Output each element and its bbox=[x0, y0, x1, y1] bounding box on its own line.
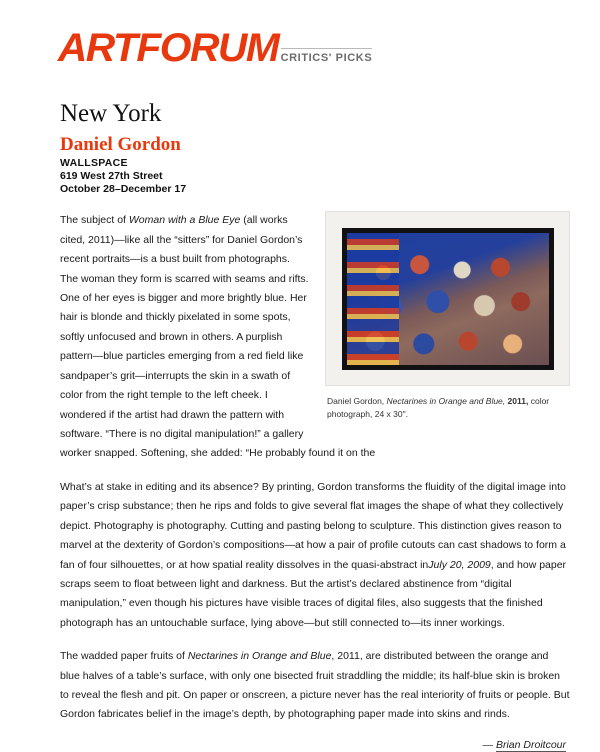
p2-work-title: July 20, 2009 bbox=[428, 558, 491, 571]
artwork-figure bbox=[325, 211, 570, 420]
p3-part-a: The wadded paper fruits of bbox=[60, 650, 188, 663]
artwork-frame[interactable] bbox=[325, 211, 570, 386]
artwork-caption bbox=[325, 395, 570, 420]
venue-name: WALLSPACE bbox=[60, 157, 128, 170]
p1-artist-link[interactable]: Daniel Gordon bbox=[227, 233, 296, 246]
article-body bbox=[60, 211, 570, 751]
byline-name[interactable]: Brian Droitcour bbox=[495, 738, 566, 751]
p1-work-title: Woman with a Blue Eye bbox=[128, 214, 241, 227]
p1-part-b: (all works cited, 2011)—like all the “sitters” for bbox=[60, 214, 288, 246]
p2-part-a: What’s at stake in editing and its absence? By printing, Gordon transforms the fluidity of the digital image into paper’s crisp substance; then he rips and folds to give several flat images the shape of what they collectively depict. Photography is photography. Cutting and pasting belong to sculpture. This distinction gives reason to marvel at the dexterity of Gordon’s compositions—at how a pair of profile cutouts can cast shadows to form a fan of four silhouettes, or at how spatial reality dissolves in the quasi-abstract in bbox=[60, 480, 566, 571]
artwork-image[interactable] bbox=[342, 228, 554, 370]
masthead bbox=[57, 26, 570, 70]
p1-part-a: The subject of bbox=[60, 214, 129, 227]
caption-title: Nectarines in Orange and Blue, bbox=[386, 396, 506, 407]
paragraph-2 bbox=[60, 478, 570, 633]
p2-part-b: , and how paper scraps seem to float between light and darkness. But the artist’s declared abstinence from “digital manipulation,” even though his pictures have visible traces of digital files, also suggests that the finished photograph has an untouchable surface, lying above—but still connected to—its inner workings. bbox=[60, 558, 567, 629]
caption-artist: Daniel Gordon, bbox=[327, 396, 385, 407]
page-title-city: New York bbox=[60, 100, 162, 127]
caption-year: 2011, bbox=[507, 396, 529, 407]
paragraph-3 bbox=[60, 647, 570, 725]
caption-details: color photograph, 24 x 30". bbox=[327, 396, 550, 419]
section-label: CRITICS' PICKS bbox=[281, 48, 373, 64]
artwork-image-stripes bbox=[347, 233, 400, 365]
artforum-logo[interactable]: ARTFORUM bbox=[57, 26, 279, 70]
p3-part-b: , 2011, are distributed between the orange and blue halves of a table’s surface, with only one bisected fruit straddling the middle; its half-blue skin is broken to reveal the flesh and pit. On paper or onscreen, a picture never has the real interiority of fruits or people. But Gordon fabricates belief in the image’s depth, by photographing paper made into skins and rinds. bbox=[60, 650, 570, 721]
exhibition-dates: October 28–December 17 bbox=[60, 183, 187, 196]
byline-dash: — bbox=[482, 738, 496, 751]
author-byline bbox=[60, 739, 570, 751]
venue-address: 619 West 27th Street bbox=[60, 170, 163, 183]
p3-work-title: Nectarines in Orange and Blue bbox=[187, 650, 332, 663]
artist-name-link[interactable]: Daniel Gordon bbox=[60, 133, 181, 155]
p1-part-c: ’s recent portraits—is a bust built from photographs. The woman they form is scarred with seams and rifts. One of her eyes is bigger and more brightly blue. Her hair is blonde and thickly pixelated in some spots, softly unfocused and brown in others. A purplish pattern—blue particles emerging from a red field like sandpaper’s grit—interrupts the skin in a swath of color from the right temple to the left cheek. I wondered if the artist had drawn the pattern with software. “There is no digital manipulation!” a gallery worker snapped. Softening, she added: “He probably found it on the bbox=[60, 233, 376, 460]
